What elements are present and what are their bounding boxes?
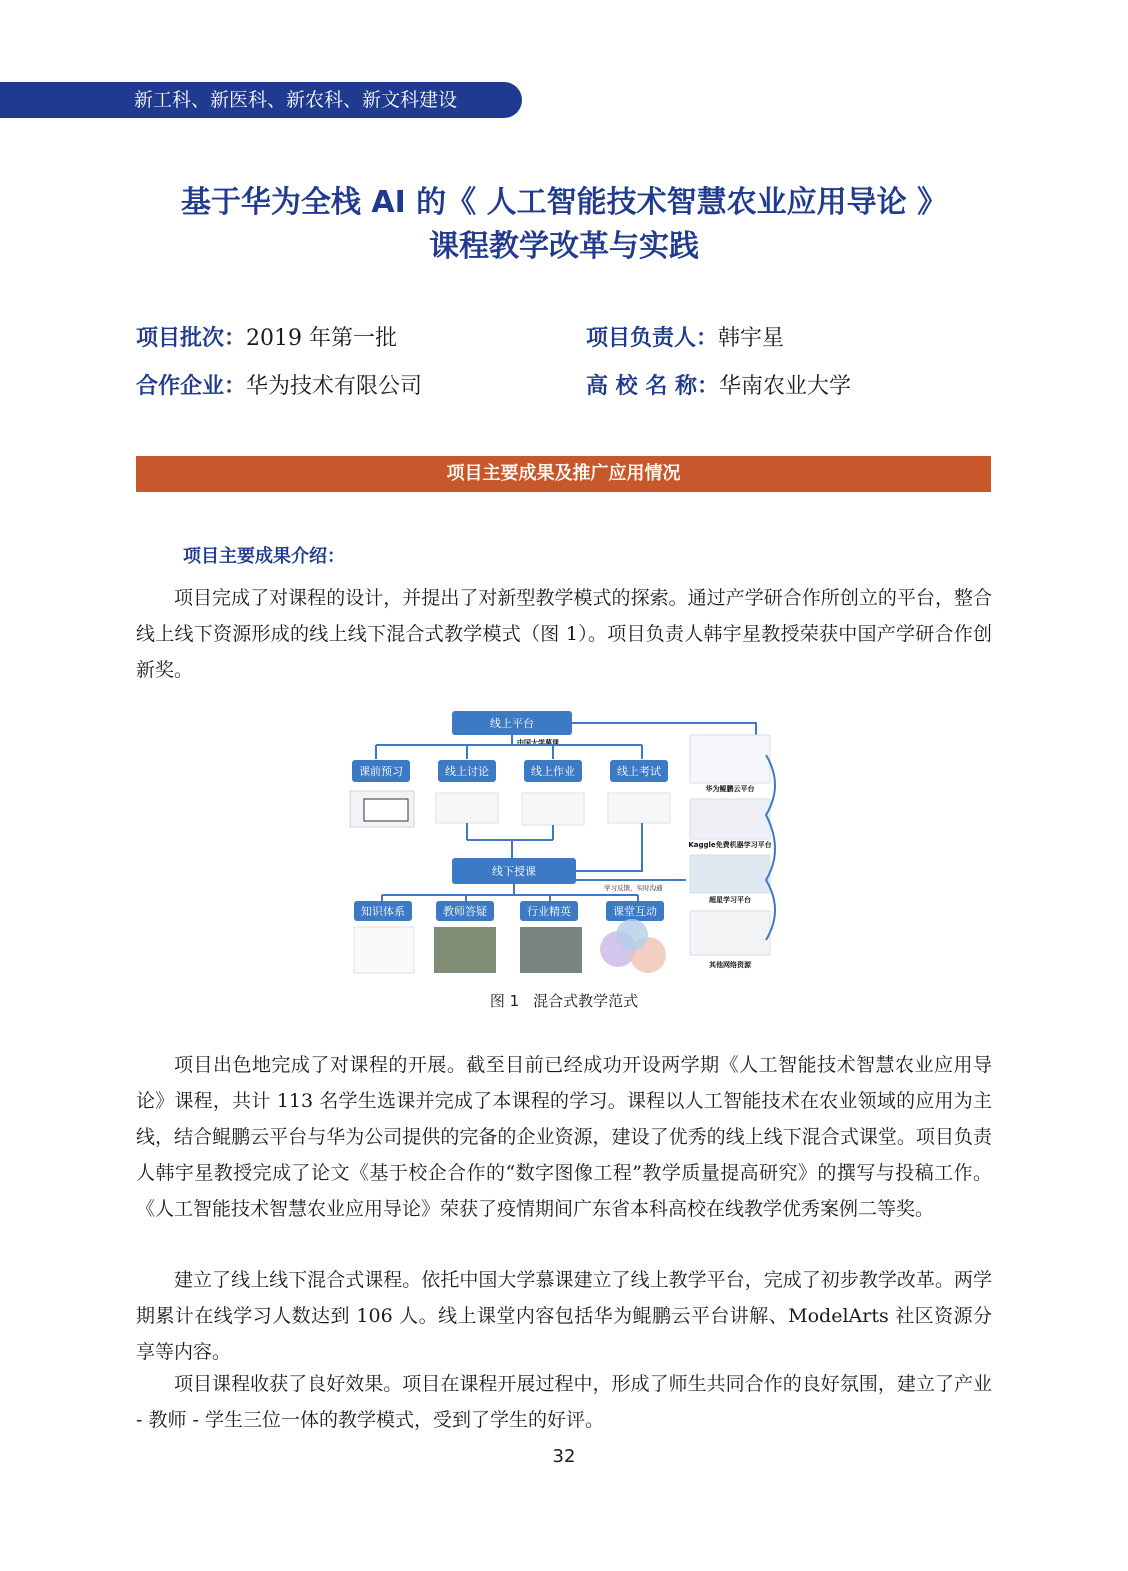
leader-value: 韩宇星: [718, 326, 785, 351]
text-offline: 线下授课: [492, 865, 536, 878]
batch-value: 2019 年第一批: [246, 326, 397, 351]
caption-number: 图 1: [489, 992, 520, 1010]
text-interaction: 课堂互动: [613, 905, 657, 918]
thumb-discussion: [436, 793, 498, 823]
text-huawei-cloud: 华为鲲鹏云平台: [705, 785, 755, 793]
text-pre-study: 课前预习: [359, 765, 403, 778]
thumb-pre-study-inner: [364, 799, 408, 821]
leader-label: 项目负责人：: [586, 326, 719, 351]
text-online-platform: 线上平台: [490, 717, 534, 730]
meta-leader: [586, 324, 784, 354]
text-industry: 行业精英: [527, 905, 571, 918]
text-homework: 线上作业: [531, 765, 575, 778]
paragraph-1: 项目完成了对课程的设计，并提出了对新型教学模式的探索。通过产学研合作所创立的平台，整合线上线下资源形成的线上线下混合式教学模式（图 1）。项目负责人韩宇星教授荣获中国产学研合作创新奖。: [136, 587, 992, 681]
caption-text: 混合式教学范式: [533, 992, 639, 1010]
batch-label: 项目批次：: [136, 326, 247, 351]
text-exam: 线上考试: [617, 765, 661, 778]
subhead: 项目主要成果介绍：: [183, 546, 345, 567]
title-line-1: 基于华为全栈 AI 的《 人工智能技术智慧农业应用导论 》: [180, 185, 948, 220]
text-other: 其他网络资源: [709, 961, 751, 969]
section-title-bar: 项目主要成果及推广应用情况: [136, 456, 991, 492]
arrows-bottom: [382, 884, 638, 901]
arrow-exam-offline: [576, 823, 642, 871]
paragraph-4: 项目课程收获了良好效果。项目在课程开展过程中，形成了师生共同合作的良好氛围，建立了产业 - 教师 - 学生三位一体的教学模式，受到了学生的好评。: [136, 1373, 992, 1431]
school-value: 华南农业大学: [718, 374, 851, 399]
figure-blended-teaching: [348, 705, 784, 977]
paragraph-2: 项目出色地完成了对课程的开展。截至目前已经成功开设两学期《人工智能技术智慧农业应用导论》课程，共计 113 名学生选课并完成了本课程的学习。课程以人工智能技术在农业领域的应用为主线，结合鲲鹏云平台与华为公司提供的完备的企业资源，建设了优秀的线上线下混合式课堂。项目负责人韩宇星教授完成了论文《基于校企合作的“数字图像工程”教学质量提高研究》的撰写与投稿工作。《人工智能技术智慧农业应用导论》荣获了疫情期间广东省本科高校在线教学优秀案例二等奖。: [136, 1054, 992, 1220]
text-chaoxing: 超星学习平台: [709, 896, 751, 904]
photo-qa: [434, 927, 496, 973]
venn-circle-3: [616, 919, 648, 951]
text-knowledge: 知识体系: [361, 905, 405, 918]
meta-company: [136, 372, 422, 402]
text-mooc: 中国大学慕课: [517, 739, 559, 747]
text-qa: 教师答疑: [443, 905, 487, 918]
company-value: 华为技术有限公司: [246, 374, 423, 399]
title-line-2: 课程教学改革与实践: [429, 229, 699, 264]
arrows-top: [376, 735, 642, 759]
page-number: 32: [552, 1446, 576, 1467]
figure-caption: [0, 990, 1128, 1011]
text-discussion: 线上讨论: [445, 765, 489, 778]
thumb-other: [690, 911, 770, 955]
thumb-kaggle: [690, 799, 770, 839]
thumb-exam: [608, 793, 670, 823]
thumb-huawei-cloud: [690, 735, 770, 783]
text-feedback: 学习反馈，实时沟通: [604, 884, 663, 892]
header-band: 新工科、新医科、新农科、新文科建设: [0, 82, 522, 118]
thumb-knowledge: [354, 927, 414, 973]
thumb-homework: [522, 793, 584, 825]
arrows-middle: [467, 823, 553, 858]
company-label: 合作企业：: [136, 374, 247, 399]
text-kaggle: Kaggle免费机器学习平台: [688, 841, 772, 849]
meta-school: [586, 372, 851, 402]
thumb-chaoxing: [690, 855, 770, 893]
paragraph-3: 建立了线上线下混合式课程。依托中国大学慕课建立了线上教学平台，完成了初步教学改革。两学期累计在线学习人数达到 106 人。线上课堂内容包括华为鲲鹏云平台讲解、ModelArts 社区资源分享等内容。: [136, 1269, 992, 1363]
photo-industry: [520, 927, 582, 973]
meta-batch: [136, 324, 397, 354]
school-label: 高 校 名 称：: [586, 374, 719, 399]
